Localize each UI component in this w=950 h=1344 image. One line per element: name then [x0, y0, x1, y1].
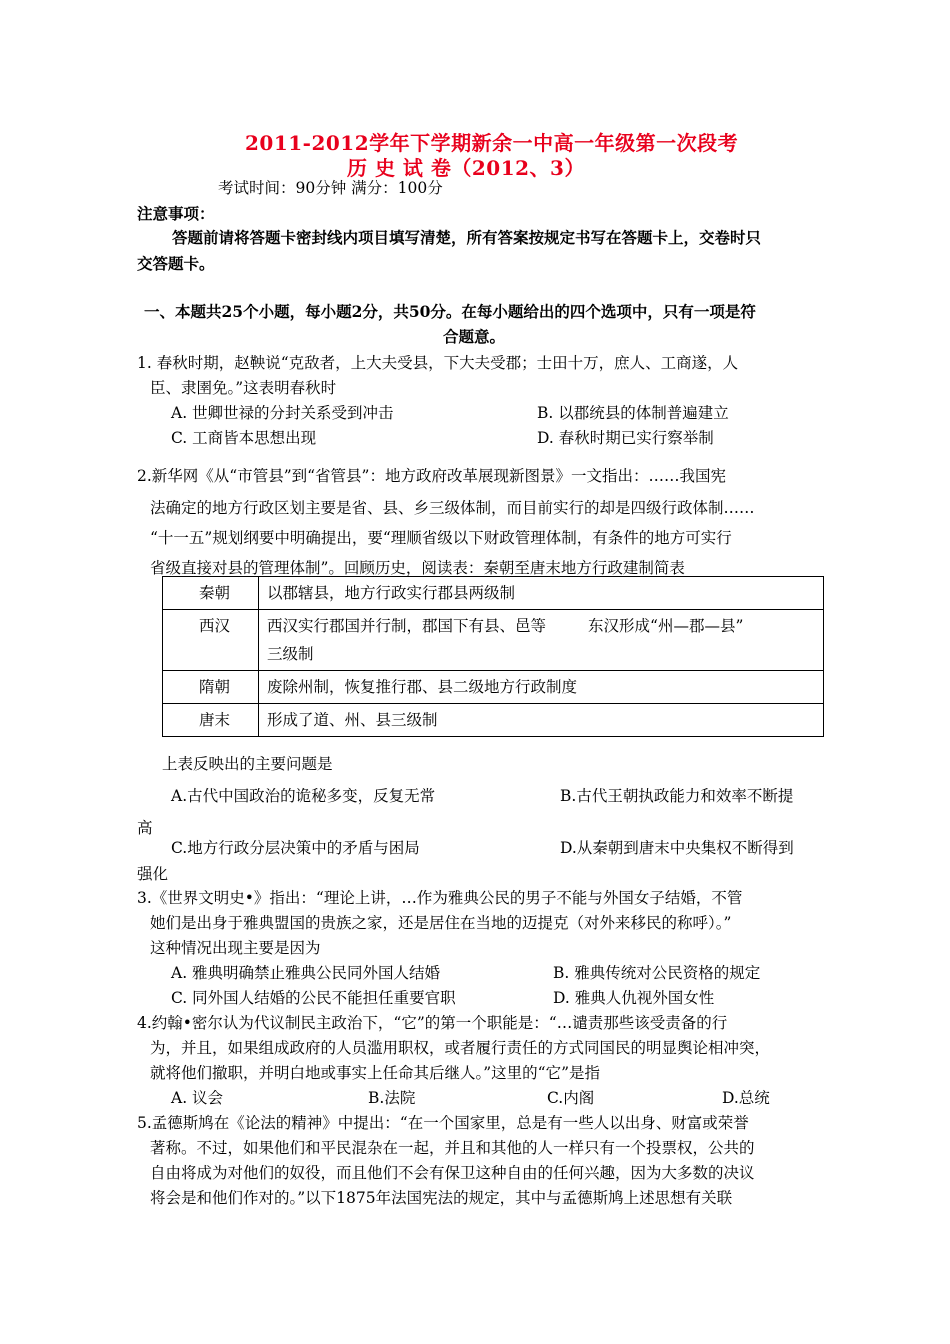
q3-option-b: B. 雅典传统对公民资格的规定	[553, 964, 761, 982]
question-1-text: 臣、隶圉免。”这表明春秋时	[150, 379, 337, 397]
q1-option-a: A. 世卿世禄的分封关系受到冲击	[171, 404, 394, 422]
question-5-text: 自由将成为对他们的奴役，而且他们不会有保卫这种自由的任何兴趣，因为大多数的决议	[150, 1164, 755, 1182]
table-row	[163, 704, 824, 737]
admin-system-table	[162, 576, 824, 737]
question-1-text: 1. 春秋时期，赵鞅说“克敌者，上大夫受县，下大夫受郡；士田十万，庶人、工商遂，人	[137, 354, 739, 372]
table-era-cell: 唐末	[163, 704, 259, 737]
q4-option-c: C.内阁	[547, 1089, 595, 1107]
table-row	[163, 610, 824, 671]
table-desc-extra: 东汉形成“州—郡—县”	[588, 617, 744, 635]
q4-option-a: A. 议会	[171, 1089, 224, 1107]
exam-title: 2011-2012学年下学期新余一中高一年级第一次段考	[245, 131, 739, 155]
table-desc-cell: 废除州制，恢复推行郡、县二级地方行政制度	[259, 671, 824, 704]
question-3-text: 这种情况出现主要是因为	[150, 939, 321, 957]
question-5-text: 将会是和他们作对的。”以下1875年法国宪法的规定，其中与孟德斯鸠上述思想有关联	[150, 1189, 733, 1207]
question-4-text: 就将他们撤职，并明白地或事实上任命其后继人。”这里的“它”是指	[150, 1064, 601, 1082]
question-3-text: 3.《世界文明史•》指出：“理论上讲，…作为雅典公民的男子不能与外国女子结婚，不管	[137, 889, 743, 907]
question-4-text: 4.约翰•密尔认为代议制民主政治下，“它”的第一个职能是：“…谴责那些该受责备的行	[137, 1014, 728, 1032]
question-5-text: 5.孟德斯鸠在《论法的精神》中提出：“在一个国家里，总是有一些人以出身、财富或荣誉	[137, 1114, 749, 1132]
table-era-cell: 西汉	[163, 610, 259, 671]
q1-option-d: D. 春秋时期已实行察举制	[537, 429, 714, 447]
q2-option-d: D.从秦朝到唐末中央集权不断得到	[560, 839, 794, 857]
q4-option-d: D.总统	[722, 1089, 770, 1107]
table-desc-cell: 以郡辖县，地方行政实行郡县两级制	[259, 577, 824, 610]
table-desc-cell: 形成了道、州、县三级制	[259, 704, 824, 737]
table-row	[163, 671, 824, 704]
table-era-cell: 隋朝	[163, 671, 259, 704]
table-era-cell: 秦朝	[163, 577, 259, 610]
question-3-text: 她们是出身于雅典盟国的贵族之家，还是居住在当地的迈提克（对外来移民的称呼）。”	[150, 914, 732, 932]
q2-option-b: B.古代王朝执政能力和效率不断提	[560, 787, 794, 805]
table-desc-cell	[259, 610, 824, 671]
table-row	[163, 577, 824, 610]
q4-option-b: B.法院	[368, 1089, 416, 1107]
q2-option-c: C.地方行政分层决策中的矛盾与困局	[171, 839, 420, 857]
q3-option-a: A. 雅典明确禁止雅典公民同外国人结婚	[171, 964, 441, 982]
section-heading: 一、本题共25个小题，每小题2分，共50分。在每小题给出的四个选项中，只有一项是符	[144, 302, 756, 321]
q2-option-d-cont: 强化	[137, 865, 169, 883]
notice-heading: 注意事项：	[137, 204, 215, 223]
section-heading: 合题意。	[443, 327, 506, 346]
question-2-text: “十一五”规划纲要中明确提出，要“理顺省级以下财政管理体制，有条件的地方可实行	[150, 529, 732, 547]
table-desc-text: 西汉实行郡国并行制，郡国下有县、邑等	[267, 617, 547, 635]
q1-option-b: B. 以郡统县的体制普遍建立	[537, 404, 729, 422]
q1-option-c: C. 工商皆本思想出现	[171, 429, 317, 447]
question-2-text: 法确定的地方行政区划主要是省、县、乡三级体制，而目前实行的却是四级行政体制……	[150, 499, 755, 517]
exam-subtitle: 历 史 试 卷（2012、3）	[347, 156, 585, 180]
q2-option-b-cont: 高	[137, 819, 153, 837]
question-2-text: 省级直接对县的管理体制”。回顾历史，阅读表：秦朝至唐末地方行政建制简表	[150, 559, 685, 577]
notice-line: 答题前请将答题卡密封线内项目填写清楚，所有答案按规定书写在答题卡上，交卷时只	[172, 228, 762, 247]
question-2-text: 2.新华网《从“市管县”到“省管县”：地方政府改革展现新图景》一文指出：……我国宪	[137, 467, 726, 485]
notice-line: 交答题卡。	[137, 254, 215, 273]
question-4-text: 为，并且，如果组成政府的人员滥用职权，或者履行责任的方式同国民的明显舆论相冲突，	[150, 1039, 771, 1057]
q3-option-d: D. 雅典人仇视外国女性	[553, 989, 715, 1007]
question-2-stem: 上表反映出的主要问题是	[162, 755, 333, 773]
q3-option-c: C. 同外国人结婚的公民不能担任重要官职	[171, 989, 456, 1007]
q2-option-a: A.古代中国政治的诡秘多变，反复无常	[171, 787, 436, 805]
table-desc-text: 三级制	[267, 645, 314, 663]
question-5-text: 著称。不过，如果他们和平民混杂在一起，并且和其他的人一样只有一个投票权，公共的	[150, 1139, 755, 1157]
exam-info: 考试时间：90分钟 满分：100分	[218, 179, 443, 197]
